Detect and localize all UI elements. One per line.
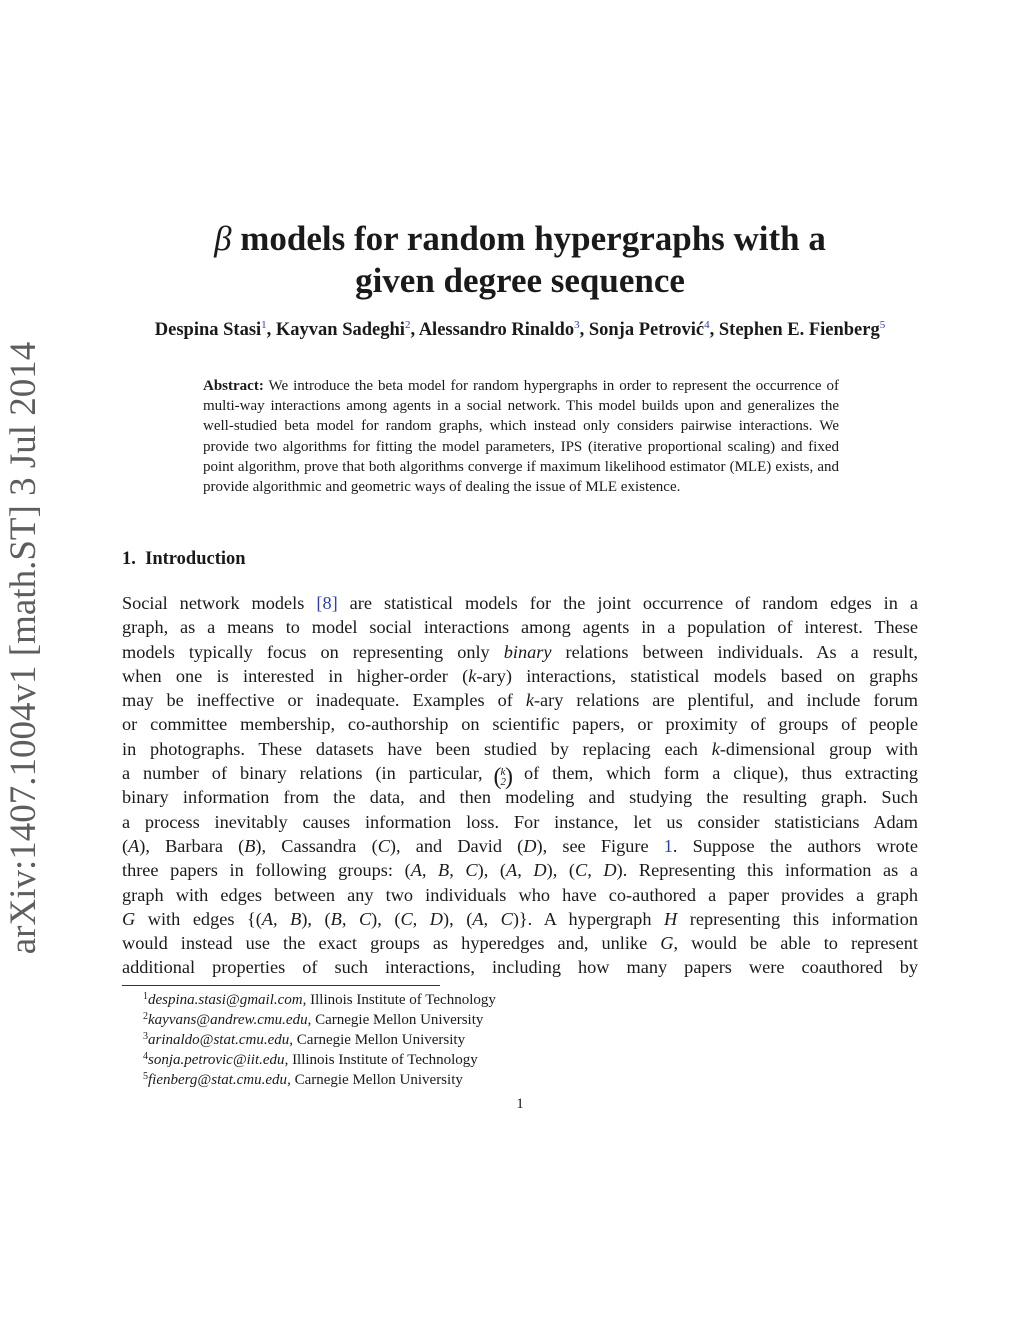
author-footnote-mark[interactable]: 5 [879, 319, 886, 331]
abstract-label: Abstract: [203, 378, 264, 394]
title-beta-symbol: β [214, 219, 232, 258]
abstract-text: We introduce the beta model for random hypergraphs in order to represent the occurrence of multi-way interactions among agents in a social network. This model builds upon and generalizes the well-studied beta model for random graphs, which instead only considers pairwise interactions. We provide two algorithms for fitting the model parameters, IPS (iterative proportional scaling) and fixed point algorithm, prove that both algorithms converge if maximum likelihood estimator (MLE) exists, and provide algorithmic and geometric ways of dealing the issue of MLE existence. [203, 378, 840, 496]
section-number: 1. [122, 549, 136, 569]
author-footnote-mark[interactable]: 1 [261, 319, 267, 331]
footnote-affiliation: , Carnegie Mellon University [307, 1012, 484, 1028]
figure-link[interactable]: 1 [663, 835, 673, 856]
footnote-mark: 1 [143, 991, 148, 1002]
paper-title [122, 218, 918, 302]
footnote-affiliation: , Illinois Institute of Technology [302, 992, 496, 1008]
author-name: Stephen E. Fienberg [718, 320, 880, 340]
footnote-affiliation: , Illinois Institute of Technology [284, 1052, 478, 1068]
footnote-affiliation: , Carnegie Mellon University [287, 1072, 463, 1088]
author-footnote-mark[interactable]: 4 [704, 319, 710, 331]
footnote [143, 1030, 843, 1050]
footnote-mark: 5 [143, 1071, 148, 1082]
author-name: Kayvan Sadeghi [275, 320, 405, 340]
title-line-1: models for random hypergraphs with a [240, 219, 826, 258]
citation-link[interactable]: [8] [316, 593, 338, 613]
paragraph-line: G with edges {(A, B), (B, C), (C, D), (A, C)}. A hypergraph H representing this information [122, 908, 918, 929]
author-footnote-mark[interactable]: 2 [404, 319, 411, 331]
paragraph-line: binary information from the data, and then modeling and studying the resulting graph. Such [122, 787, 918, 808]
footnote [143, 1070, 843, 1090]
paragraph-line: would instead use the exact groups as hyperedges and, unlike G, would be able to represent [122, 933, 918, 954]
binom-bottom: 2 [500, 776, 507, 789]
footnote-email[interactable]: fienberg@stat.cmu.edu [148, 1072, 288, 1088]
paragraph-line: three papers in following groups: (A, B, C), (A, D), (C, D). Representing this information as a [122, 860, 918, 881]
section-title: Introduction [145, 549, 246, 569]
footnote-mark: 2 [143, 1011, 148, 1022]
footnote [143, 990, 843, 1010]
footnote-email[interactable]: kayvans@andrew.cmu.edu [148, 1012, 308, 1028]
abstract [203, 376, 839, 497]
footnote-mark: 4 [143, 1051, 148, 1062]
author-list: Despina Stasi$^1$, Kayvan Sadeghi$^2$, Alessandro Rinaldo$^3$, Sonja Petrović$^4$, Stephen E. Fienberg$^5$ [154, 319, 886, 340]
footnote-affiliation: , Carnegie Mellon University [289, 1032, 466, 1048]
paragraph-line: (A), Barbara (B), Cassandra (C), and David (D), see Figure 1. Suppose the authors wrote [122, 835, 918, 856]
author-footnote-mark[interactable]: 3 [574, 319, 580, 331]
paragraph-line: graph with edges between any two individuals who have co-authored a paper provides a graph [122, 884, 918, 905]
binomial-coefficient [496, 767, 512, 787]
intro-paragraph [122, 591, 918, 980]
paragraph-line: or committee membership, co-authorship on scientific papers, or proximity of groups of people [122, 714, 918, 735]
footnote [143, 1050, 843, 1070]
paragraph-line: a process inevitably causes information loss. For instance, let us consider statisticians Adam [122, 811, 918, 832]
paragraph-line: graph, as a means to model social interactions among agents in a population of interest. These [122, 617, 918, 638]
author-name: Sonja Petrović [588, 320, 705, 340]
footnote-email[interactable]: arinaldo@stat.cmu.edu [148, 1032, 290, 1048]
section-heading [122, 549, 246, 570]
footnote-email[interactable]: despina.stasi@gmail.com [148, 992, 303, 1008]
paragraph-line: when one is interested in higher-order (k-ary) interactions, statistical models based on graphs [122, 665, 918, 686]
paragraph-line: in photographs. These datasets have been studied by replacing each k-dimensional group with [122, 738, 918, 759]
paragraph-line: Social network models [8] are statistical models for the joint occurrence of random edges in a [122, 593, 918, 613]
paragraph-line: additional properties of such interactions, including how many papers were coauthored by [122, 957, 918, 978]
footnotes [143, 990, 843, 1090]
binom-top: ( k [500, 766, 506, 779]
arxiv-side-stamp: arXiv:1407.1004v1 [math.ST] 3 Jul 2014 [2, 341, 44, 955]
footnote-mark: 3 [143, 1031, 148, 1042]
paragraph-line: a number of binary relations (in particular, ( k 2 ) of them, which form a clique), thus extracting [122, 761, 918, 785]
paragraph-line: may be ineffective or inadequate. Examples of k-ary relations are plentiful, and include forum [122, 690, 918, 711]
title-line-2: given degree sequence [355, 261, 685, 300]
footnote-divider [122, 985, 440, 986]
author-name: Despina Stasi [154, 320, 262, 340]
footnote [143, 1010, 843, 1030]
footnote-email[interactable]: sonja.petrovic@iit.edu [148, 1052, 285, 1068]
author-name: Alessandro Rinaldo [418, 320, 575, 340]
page-number: 1 [516, 1096, 524, 1112]
paragraph-line: models typically focus on representing only binary relations between individuals. As a result, [122, 641, 918, 662]
